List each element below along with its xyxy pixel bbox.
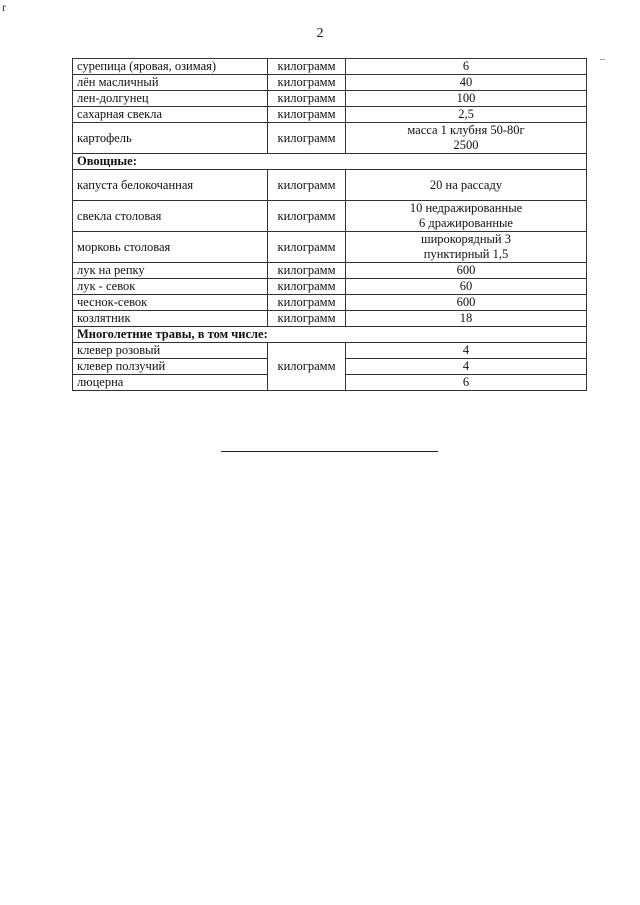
norm-value-cell: 6 bbox=[346, 375, 587, 391]
table-row bbox=[73, 123, 587, 154]
unit-cell: килограмм bbox=[268, 232, 346, 263]
norm-value-cell bbox=[346, 123, 587, 154]
crop-name-cell: сурепица (яровая, озимая) bbox=[73, 59, 268, 75]
section-header-vegetables: Овощные: bbox=[73, 154, 587, 170]
table-row bbox=[73, 201, 587, 232]
unit-cell: килограмм bbox=[268, 295, 346, 311]
norm-value-line: масса 1 клубня 50-80г bbox=[407, 123, 525, 137]
table-row bbox=[73, 107, 587, 123]
crop-name-cell: клевер ползучий bbox=[73, 359, 268, 375]
norm-value-line: пунктирный 1,5 bbox=[423, 247, 509, 261]
table-row bbox=[73, 295, 587, 311]
norm-value-cell: 40 bbox=[346, 75, 587, 91]
unit-cell: килограмм bbox=[268, 123, 346, 154]
crop-name-cell: люцерна bbox=[73, 375, 268, 391]
norm-value-cell: 4 bbox=[346, 343, 587, 359]
unit-cell: килограмм bbox=[268, 59, 346, 75]
norm-value-cell: 2,5 bbox=[346, 107, 587, 123]
section-header-perennial-grasses: Многолетние травы, в том числе: bbox=[73, 327, 587, 343]
unit-cell: килограмм bbox=[268, 91, 346, 107]
table-row bbox=[73, 263, 587, 279]
norm-value-cell: 600 bbox=[346, 263, 587, 279]
norm-value-cell: 6 bbox=[346, 59, 587, 75]
unit-cell: килограмм bbox=[268, 107, 346, 123]
section-header-row bbox=[73, 327, 587, 343]
norm-value-cell bbox=[346, 201, 587, 232]
corner-scan-mark: r bbox=[2, 0, 6, 14]
crop-name-cell: лен-долгунец bbox=[73, 91, 268, 107]
table-row bbox=[73, 279, 587, 295]
table-row bbox=[73, 343, 587, 359]
crop-name-cell: чеснок-севок bbox=[73, 295, 268, 311]
norm-value-cell: 4 bbox=[346, 359, 587, 375]
seeding-norms-table bbox=[72, 58, 587, 391]
table-row bbox=[73, 170, 587, 201]
norm-value-cell: 600 bbox=[346, 295, 587, 311]
crop-name-cell: сахарная свекла bbox=[73, 107, 268, 123]
table-row bbox=[73, 59, 587, 75]
crop-name-cell: лён масличный bbox=[73, 75, 268, 91]
table-row bbox=[73, 232, 587, 263]
norm-value-line: 2500 bbox=[453, 138, 479, 152]
section-header-row bbox=[73, 154, 587, 170]
table-row bbox=[73, 91, 587, 107]
norm-value-cell: 60 bbox=[346, 279, 587, 295]
margin-scan-mark: – bbox=[600, 54, 605, 65]
closing-divider-line bbox=[221, 451, 438, 452]
norm-value-line: 6 дражированные bbox=[419, 216, 513, 230]
unit-cell: килограмм bbox=[268, 75, 346, 91]
norm-value-line: широкорядный 3 bbox=[420, 232, 511, 246]
norm-value-cell: 100 bbox=[346, 91, 587, 107]
unit-cell: килограмм bbox=[268, 311, 346, 327]
crop-name-cell: козлятник bbox=[73, 311, 268, 327]
table-row bbox=[73, 311, 587, 327]
norm-value-cell: 20 на рассаду bbox=[346, 170, 587, 201]
unit-cell: килограмм bbox=[268, 201, 346, 232]
crop-name-cell: клевер розовый bbox=[73, 343, 268, 359]
crop-name-cell: капуста белокочанная bbox=[73, 170, 268, 201]
norm-value-cell: 18 bbox=[346, 311, 587, 327]
unit-cell-merged: килограмм bbox=[268, 343, 346, 391]
crop-name-cell: свекла столовая bbox=[73, 201, 268, 232]
unit-cell: килограмм bbox=[268, 279, 346, 295]
crop-name-cell: лук на репку bbox=[73, 263, 268, 279]
unit-cell: килограмм bbox=[268, 263, 346, 279]
table-row bbox=[73, 75, 587, 91]
page-number: 2 bbox=[316, 26, 324, 41]
norm-value-cell bbox=[346, 232, 587, 263]
norm-value-line: 10 недражированные bbox=[409, 201, 523, 215]
crop-name-cell: лук - севок bbox=[73, 279, 268, 295]
crop-name-cell: картофель bbox=[73, 123, 268, 154]
unit-cell: килограмм bbox=[268, 170, 346, 201]
crop-name-cell: морковь столовая bbox=[73, 232, 268, 263]
